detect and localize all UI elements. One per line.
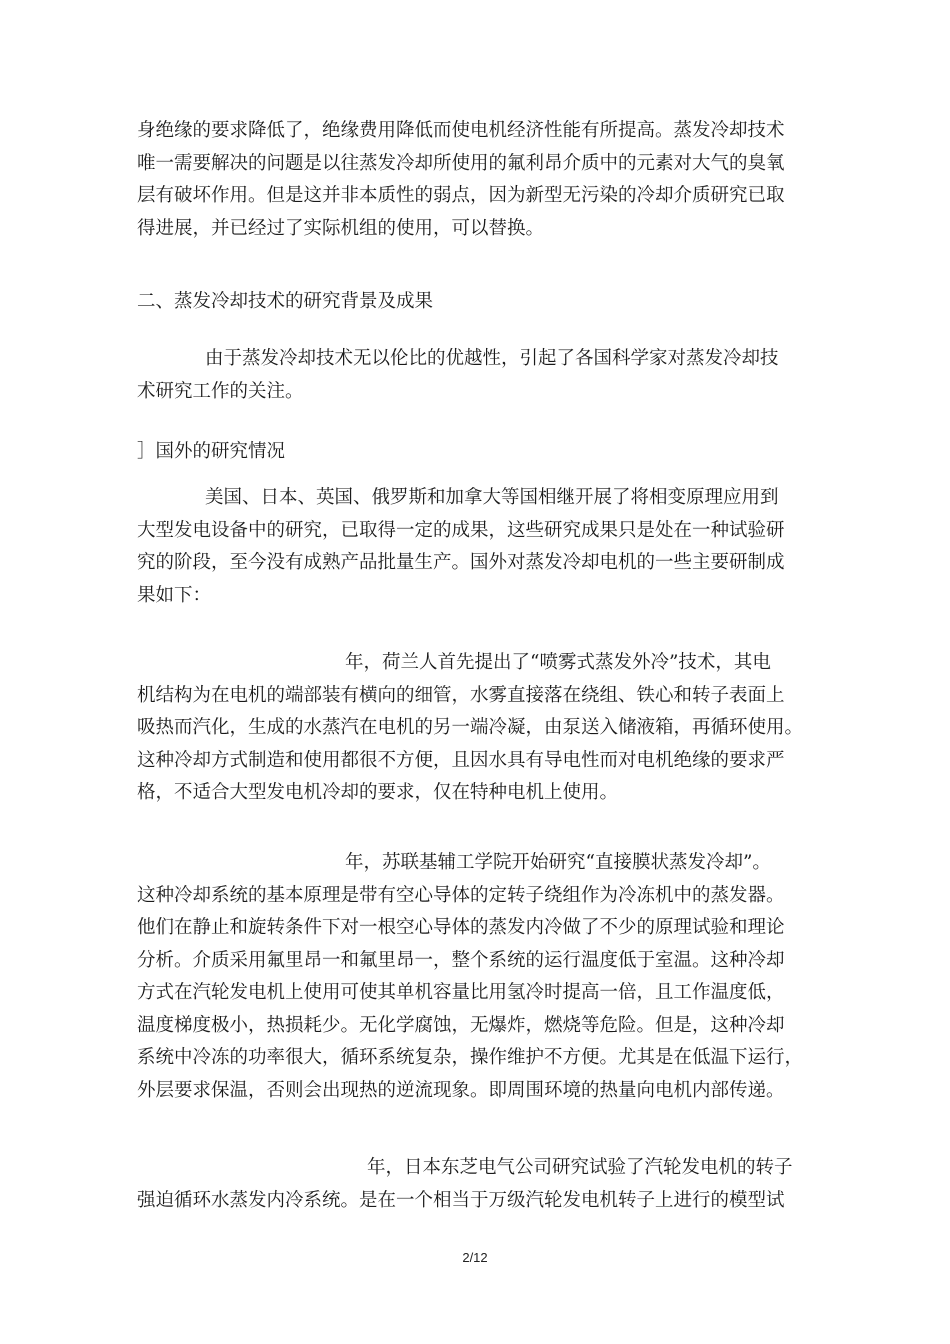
- text-line: 这种冷却方式制造和使用都很不方便，且因水具有导电性而对电机绝缘的要求严: [137, 749, 785, 771]
- section-heading: [137, 286, 827, 319]
- text-line: 美国、日本、英国、俄罗斯和加拿大等国相继开展了将相变原理应用到: [205, 487, 779, 508]
- text-line: 外层要求保温，否则会出现热的逆流现象。即周围环境的热量向电机内部传递。: [137, 1079, 785, 1101]
- text-line: 年，苏联基辅工学院开始研究“直接膜状蒸发冷却”。: [345, 852, 771, 873]
- text-line: 强迫循环水蒸发内冷系统。是在一个相当于万级汽轮发电机转子上进行的模型试: [137, 1189, 785, 1211]
- text-line: 年，日本东芝电气公司研究试验了汽轮发电机的转子: [367, 1157, 793, 1178]
- paragraph: [137, 1152, 827, 1217]
- text-line: 这种冷却系统的基本原理是带有空心导体的定转子绕组作为冷冻机中的蒸发器。: [137, 884, 785, 906]
- text-line: 术研究工作的关注。: [137, 380, 304, 402]
- text-line: 层有破坏作用。但是这并非本质性的弱点，因为新型无污染的冷却介质研究已取: [137, 185, 785, 206]
- text-line: 究的阶段，至今没有成熟产品批量生产。国外对蒸发冷却电机的一些主要研制成: [137, 552, 785, 573]
- text-line: 吸热而汽化，生成的水蒸汽在电机的另一端冷凝，由泵送入储液箱，再循环使用。: [137, 717, 804, 738]
- text-line: 温度梯度极小，热损耗少。无化学腐蚀，无爆炸，燃烧等危险。但是，这种冷却: [137, 1014, 785, 1036]
- text-line: 由于蒸发冷却技术无以伦比的优越性，引起了各国科学家对蒸发冷却技: [205, 348, 779, 369]
- heading-text: ］国外的研究情况: [137, 441, 286, 462]
- paragraph: [137, 115, 827, 245]
- text-line: 分析。介质采用氟里昂一和氟里昂一，整个系统的运行温度低于室温。这种冷却: [137, 949, 785, 971]
- text-line: 方式在汽轮发电机上使用可使其单机容量比用氢冷时提高一倍，且工作温度低，: [137, 982, 785, 1003]
- paragraph: [137, 847, 827, 1107]
- text-line: 唯一需要解决的问题是以往蒸发冷却所使用的氟利昂介质中的元素对大气的臭氧: [137, 152, 785, 174]
- page-number: 2/12: [462, 1250, 488, 1265]
- text-line: 大型发电设备中的研究，已取得一定的成果，这些研究成果只是处在一种试验研: [137, 519, 785, 541]
- paragraph: [137, 343, 827, 408]
- subsection-heading: [137, 436, 827, 469]
- text-line: 他们在静止和旋转条件下对一根空心导体的蒸发内冷做了不少的原理试验和理论: [137, 917, 785, 938]
- heading-text: 二、蒸发冷却技术的研究背景及成果: [137, 291, 434, 312]
- text-line: 身绝缘的要求降低了，绝缘费用降低而使电机经济性能有所提高。蒸发冷却技术: [137, 120, 785, 141]
- text-line: 得进展，并已经过了实际机组的使用，可以替换。: [137, 217, 545, 239]
- text-line: 格，不适合大型发电机冷却的要求，仅在特种电机上使用。: [137, 782, 619, 803]
- text-line: 机结构为在电机的端部装有横向的细管，水雾直接落在绕组、铁心和转子表面上: [137, 684, 785, 706]
- text-line: 年，荷兰人首先提出了“喷雾式蒸发外冷”技术，其电: [345, 652, 771, 673]
- text-line: 果如下：: [137, 584, 212, 606]
- paragraph: [137, 647, 827, 810]
- text-line: 系统中冷冻的功率很大，循环系统复杂，操作维护不方便。尤其是在低温下运行，: [137, 1047, 804, 1068]
- paragraph: [137, 482, 827, 612]
